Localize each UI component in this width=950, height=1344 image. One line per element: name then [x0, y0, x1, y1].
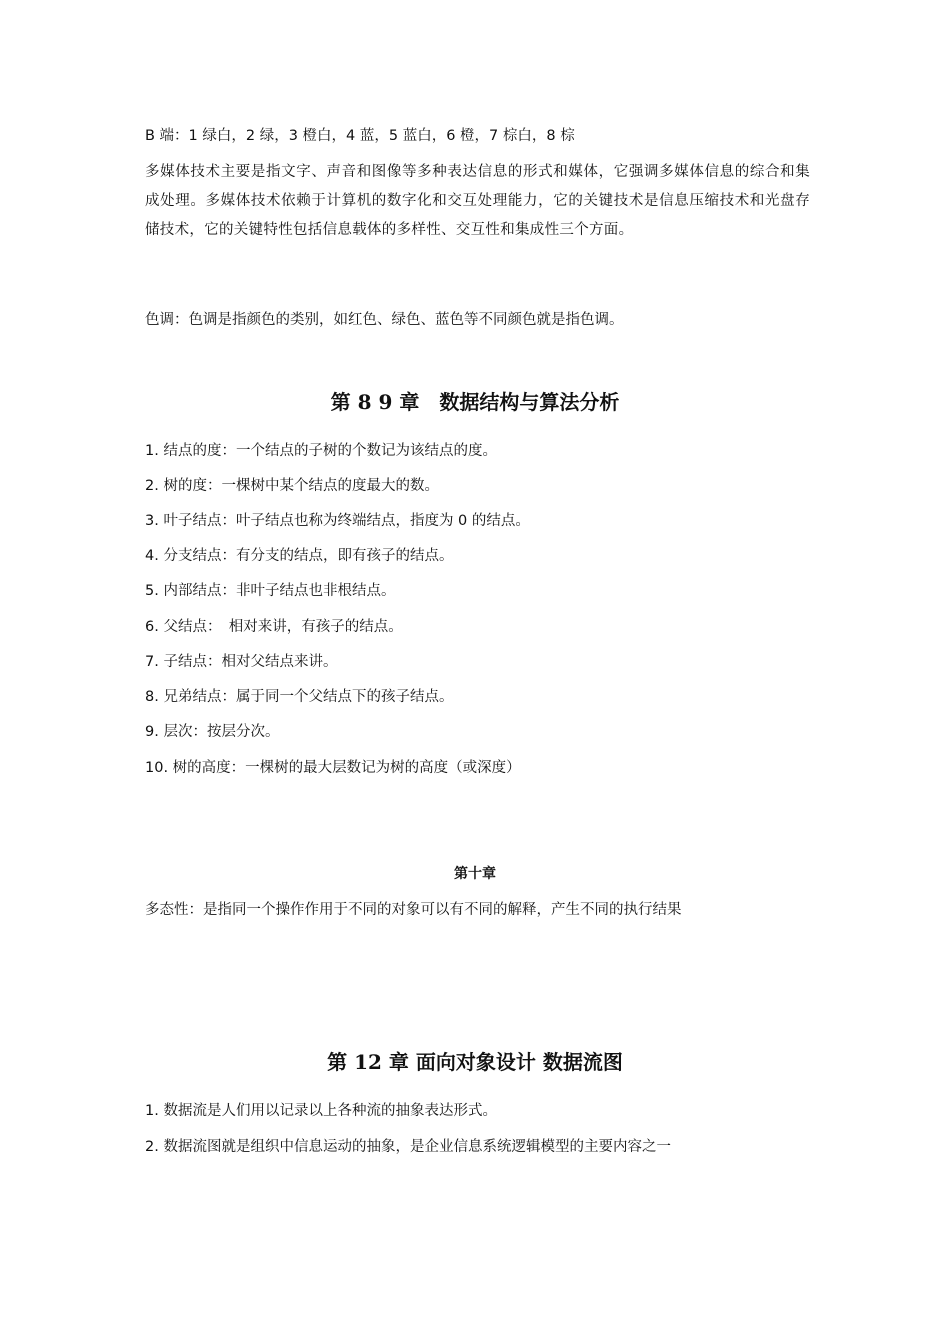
list-item: 6. 父结点： 相对来讲，有孩子的结点。 [145, 619, 403, 635]
polymorphism-definition-line: 多态性：是指同一个操作作用于不同的对象可以有不同的解释，产生不同的执行结果 [145, 902, 682, 918]
chapter-12-title: 第 12 章 面向对象设计 数据流图 [327, 1050, 623, 1074]
list-item: 8. 兄弟结点：属于同一个父结点下的孩子结点。 [145, 689, 454, 705]
list-item: 5. 内部结点：非叶子结点也非根结点。 [145, 583, 396, 599]
b-end-wiring-line: B 端：1 绿白，2 绿，3 橙白，4 蓝，5 蓝白，6 橙，7 棕白，8 棕 [145, 128, 575, 144]
list-item: 3. 叶子结点：叶子结点也称为终端结点，指度为 0 的结点。 [145, 513, 530, 529]
chapter-10-title: 第十章 [454, 866, 496, 882]
list-item: 2. 树的度：一棵树中某个结点的度最大的数。 [145, 478, 439, 494]
list-item: 7. 子结点：相对父结点来讲。 [145, 654, 338, 670]
list-item: 1. 结点的度：一个结点的子树的个数记为该结点的度。 [145, 443, 497, 459]
list-item: 10. 树的高度：一棵树的最大层数记为树的高度（或深度） [145, 760, 521, 776]
multimedia-paragraph: 多媒体技术主要是指文字、声音和图像等多种表达信息的形式和媒体，它强调多媒体信息的综合和集成处理。多媒体技术依赖于计算机的数字化和交互处理能力，它的关键技术是信息压缩技术和光盘存储技术，它的关键特性包括信息载体的多样性、交互性和集成性三个方面。 [145, 164, 810, 238]
chapter-89-title: 第 8 9 章 数据结构与算法分析 [330, 390, 620, 414]
list-item: 9. 层次：按层分次。 [145, 724, 280, 740]
hue-definition-line: 色调：色调是指颜色的类别，如红色、绿色、蓝色等不同颜色就是指色调。 [145, 312, 624, 328]
list-item: 4. 分支结点：有分支的结点，即有孩子的结点。 [145, 548, 454, 564]
multimedia-paragraph-block [145, 158, 810, 245]
list-item: 1. 数据流是人们用以记录以上各种流的抽象表达形式。 [145, 1103, 497, 1119]
list-item: 2. 数据流图就是组织中信息运动的抽象，是企业信息系统逻辑模型的主要内容之一 [145, 1139, 671, 1155]
